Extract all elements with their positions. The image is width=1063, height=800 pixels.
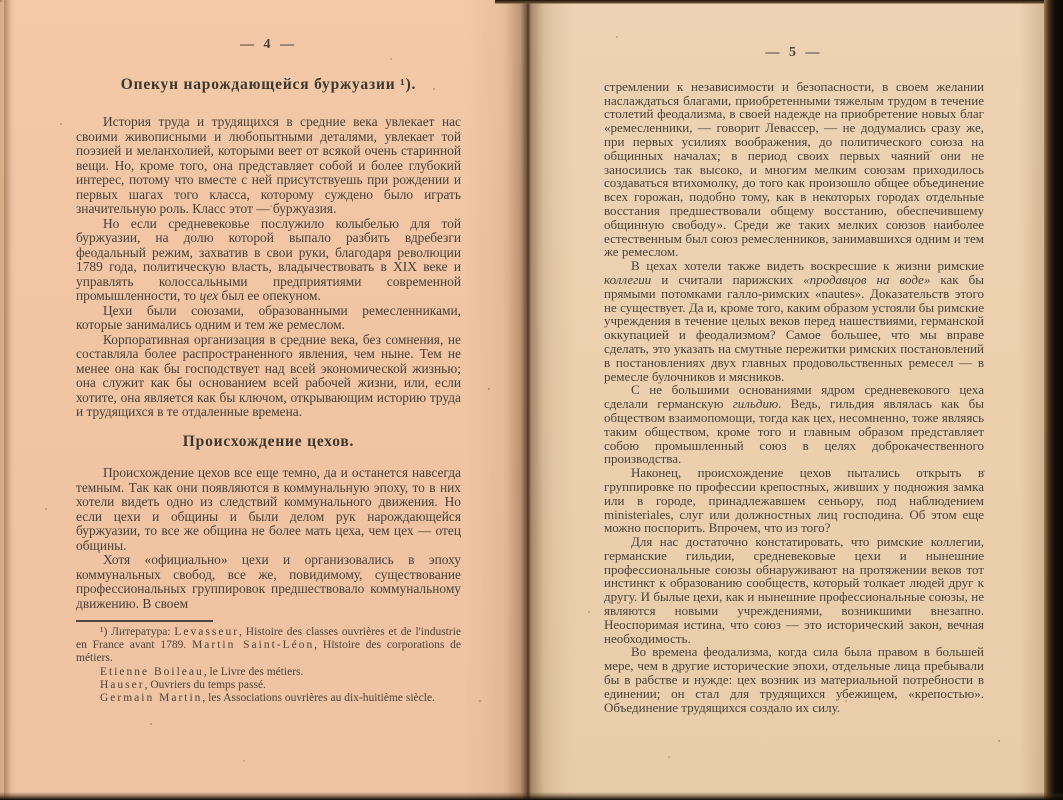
text-block-2 [76, 466, 461, 611]
paragraph: стремлении к независимости и безопасности, в своем желании наслаждаться благами, приобретенными тяжелым трудом в течение столетий феодализма, в своей надежде на приобретение новых благ «ремесленники, — говорит Левассер, — не додумались сразу же, при первых усилиях воображения, до политического союза на общинных началах; в период своих первых чаяний они не заносились так высоко, и многим мелким союзам приходилось создаваться втихомолку, до того как произошло общее объединение всех горожан, подобно тому, как в некоторых городах отдельные восстания предшествовали общему восстанию, обеспечившему общинную свободу». Среди же таких мелких союзов наиболее естественным был союз ремесленников, занимавшихся одним и тем же ремеслом. [604, 78, 984, 260]
page-number: — 5 — [765, 45, 823, 60]
paragraph: Цехи были союзами, образованными ремесленниками, которые занимались одним и тем же ремеслом. [76, 302, 461, 332]
paragraph: Germain Martin, les Associations ouvrières au dix-huitième siècle. [100, 692, 435, 705]
page-edge-top [495, 0, 1047, 4]
page-fold-crease [4, 0, 11, 800]
chapter-heading: Опекун нарождающейся буржуазии ¹). [120, 75, 417, 93]
book-edge-right [1044, 0, 1063, 800]
paragraph: Во времена феодализма, когда сила была правом в большей мере, чем в другие исторические эпохи, отдельные лица пребывали бы в рабстве и нужде: цех возник из материальной потребности в единении; он стал для трудящихся убежищем, «крепостью». Объединение трудящихся создало их силу. [604, 644, 984, 715]
page-number: — 4 — [240, 37, 297, 52]
page-left [0, 0, 528, 800]
paragraph: В цехах хотели также видеть воскресшие к жизни римские коллегии и считали парижских «продавцов на воде» как бы прямыми потомками галло-римских «nautes». Доказательств этого не существует. Да и, кроме того, каким образом устояли бы римские учреждения в течение целых веков перед нашествиями, германской оккупацией и феодализмом? Самое большее, что мы вправе сделать, это указать на смутные пережитки римских постановлений в постановлениях двух главных продовольственных ремесел — в ремесле булочников и мясников. [604, 258, 984, 384]
left-text-column [76, 38, 461, 705]
paragraph: Корпоративная организация в средние века, без сомнения, не составляла более распространенного явления, чем ныне. Тем не менее она как бы господствует над всей экономической жизнью; она служит как бы основанием всей рабочей жизни, или, если хотите, она является как бы ключом, открывающим историю труда и трудящихся в те отдаленные времена. [76, 331, 461, 419]
paragraph: Etienne Boileau, le Livre des métiers. [100, 665, 304, 678]
paragraph: Происхождение цехов все еще темно, да и останется навсегда темным. Так как они появляются в коммунальную эпоху, то в них хотели видеть одно из следствий коммунального движения. Но если цехи и общины и были делом рук нарождающейся буржуазии, то все же община не более мать цеха, чем цех — отец общины. [76, 465, 461, 553]
paragraph: Но если средневековье послужило колыбелью для той буржуазии, на долю которой выпало разбить вдребезги феодальный режим, захватив в свои руки, благодаря революции 1789 года, политическую власть, владычествовать в XIX веке и управлять колоссальными предприятиями современной промышленности, то цех был ее опекуном. [76, 215, 461, 303]
paragraph: Для нас достаточно констатировать, что римские коллегии, германские гильдии, средневековые цехи и нынешние профессиональные союзы обнаруживают на протяжении веков тот инстинкт к образованию сообществ, который толкает людей друг к другу. И былые цехи, как и нынешние профессиональные союзы, не являются новыми учреждениями, возникшими внезапно. Неоспоримая истина, что союз — это исторический закон, вечная необходимость. [604, 534, 984, 646]
footnote [76, 626, 461, 705]
paragraph: Хотя «официально» цехи и организовались в эпоху коммунальных свобод, все же, повидимому, существование профессиональных группировок предшествовало коммунальному движению. В своем [76, 552, 461, 611]
paragraph: ¹) Литература: Levasseur, Histoire des classes ouvrières et de l'industrie en France avant 1789. Martin Saint-Léon, Histoire des corporations de métiers. [76, 626, 462, 665]
paragraph: Hauser, Ouvriers du temps passé. [100, 678, 266, 691]
right-text-column [604, 46, 984, 714]
book-edge-bottom [0, 792, 1063, 800]
paragraph: История труда и трудящихся в средние века увлекает нас своими живописными и любопытными деталями, увлекает той поэзией и меланхолией, которыми веет от всякой очень старинной вещи. Но, кроме того, она представляет собой и более глубокий интерес, потому что вместе с ней присутствуешь при рождении и первых шагах того класса, которому суждено было играть значительную роль. Класс этот — буржуазия. [76, 114, 461, 216]
footnote-rule [76, 620, 213, 622]
text-block [604, 80, 984, 715]
section-heading: Происхождение цехов. [182, 432, 355, 450]
page-right [528, 0, 1045, 800]
paragraph: С не большими основаниями ядром средневекового цеха сделали германскую гильдию. Ведь, гильдия являлась как бы обществом взаимопомощи, тогда как цех, несомненно, тоже являясь таким обществом, кроме того и главным образом представляет собою промышленный союз в целях доброкачественного производства. [604, 382, 984, 467]
paragraph: Наконец, происхождение цехов пытались открыть в группировке по профессии крепостных, живших у подножия замка или в городе, принадлежавшем сеньору, под наблюдением ministeriales, слуг или должностных лиц господина. Об этом еще можно поспорить. Впрочем, что из того? [604, 465, 984, 536]
text-block-1 [76, 115, 461, 420]
